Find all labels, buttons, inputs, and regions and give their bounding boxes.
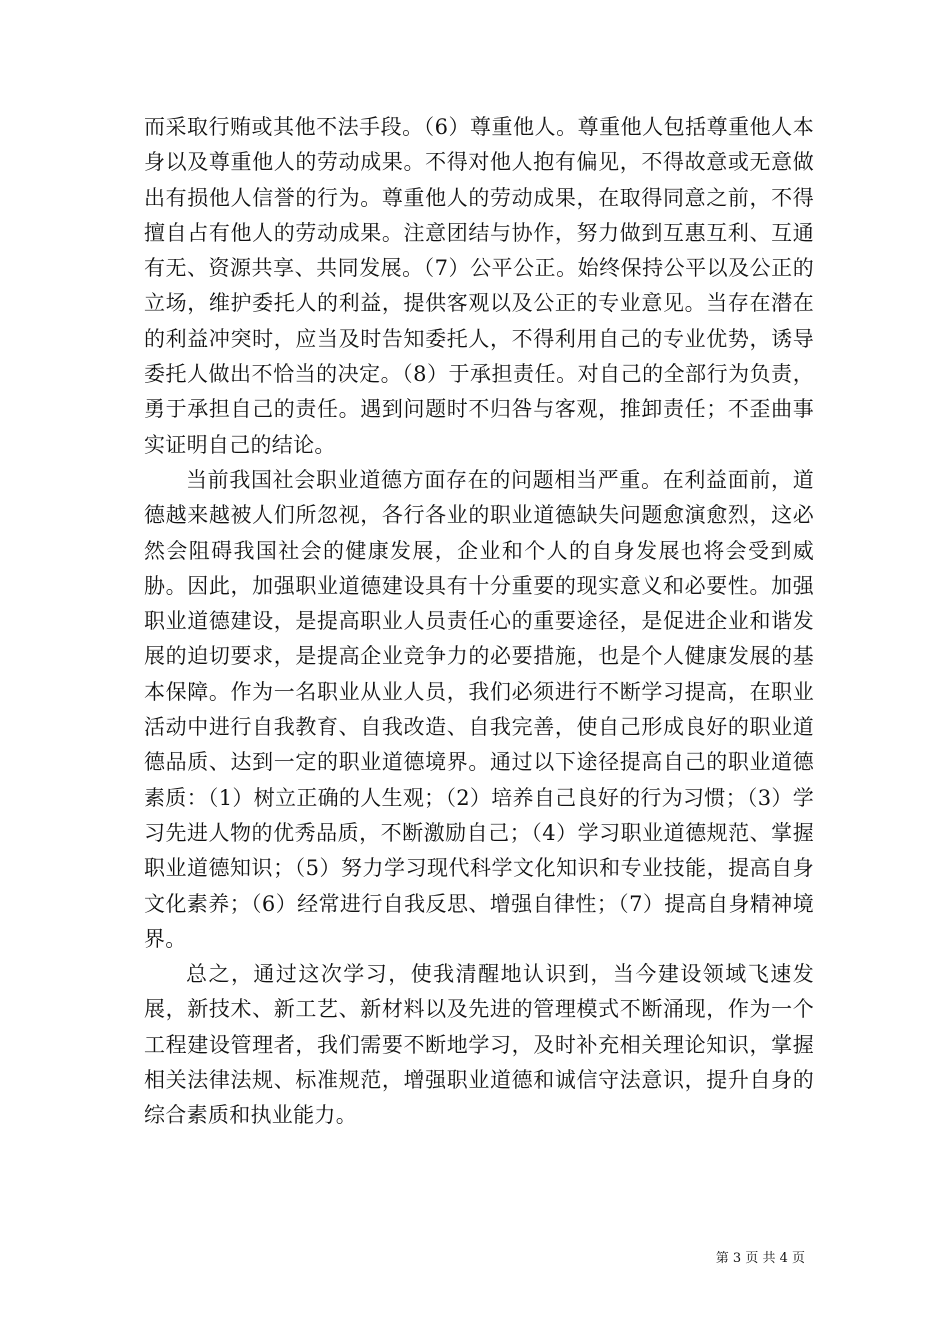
page-number-footer: 第 3 页 共 4 页 (715, 1251, 805, 1266)
paragraph-conclusion: 总之，通过这次学习，使我清醒地认识到，当今建设领域飞速发展，新技术、新工艺、新材料以及先进的管理模式不断涌现，作为一个工程建设管理者，我们需要不断地学习，及时补充相关理论知识，掌握相关法律法规、标准规范，增强职业道德和诚信守法意识，提升自身的综合素质和执业能力。 (144, 962, 814, 1128)
paragraph-professional-ethics: 当前我国社会职业道德方面存在的问题相当严重。在利益面前，道德越来越被人们所忽视，各行各业的职业道德缺失问题愈演愈烈，这必然会阻碍我国社会的健康发展，企业和个人的自身发展也将会受到威胁。因此，加强职业道德建设具有十分重要的现实意义和必要性。加强职业道德建设，是提高职业人员责任心的重要途径，是促进企业和谐发展的迫切要求，是提高企业竞争力的必要措施，也是个人健康发展的基本保障。作为一名职业从业人员，我们必须进行不断学习提高，在职业活动中进行自我教育、自我改造、自我完善，使自己形成良好的职业道德品质、达到一定的职业道德境界。通过以下途径提高自己的职业道德素质：（1）树立正确的人生观；（2）培养自己良好的行为习惯；（3）学习先进人物的优秀品质，不断激励自己；（4）学习职业道德规范、掌握职业道德知识；（5）努力学习现代科学文化知识和专业技能，提高自身文化素养；（6）经常进行自我反思、增强自律性；（7）提高自身精神境界。 (144, 467, 814, 951)
document-body (144, 110, 814, 1134)
paragraph-continuation: 而采取行贿或其他不法手段。（6）尊重他人。尊重他人包括尊重他人本身以及尊重他人的劳动成果。不得对他人抱有偏见，不得故意或无意做出有损他人信誉的行为。尊重他人的劳动成果，在取得同意之前，不得擅自占有他人的劳动成果。注意团结与协作，努力做到互惠互利、互通有无、资源共享、共同发展。（7）公平公正。始终保持公平以及公正的立场，维护委托人的利益，提供客观以及公正的专业意见。当存在潜在的利益冲突时，应当及时告知委托人，不得利用自己的专业优势，诱导委托人做出不恰当的决定。（8）于承担责任。对自己的全部行为负责，勇于承担自己的责任。遇到问题时不归咎与客观，推卸责任；不歪曲事实证明自己的结论。 (144, 115, 814, 457)
